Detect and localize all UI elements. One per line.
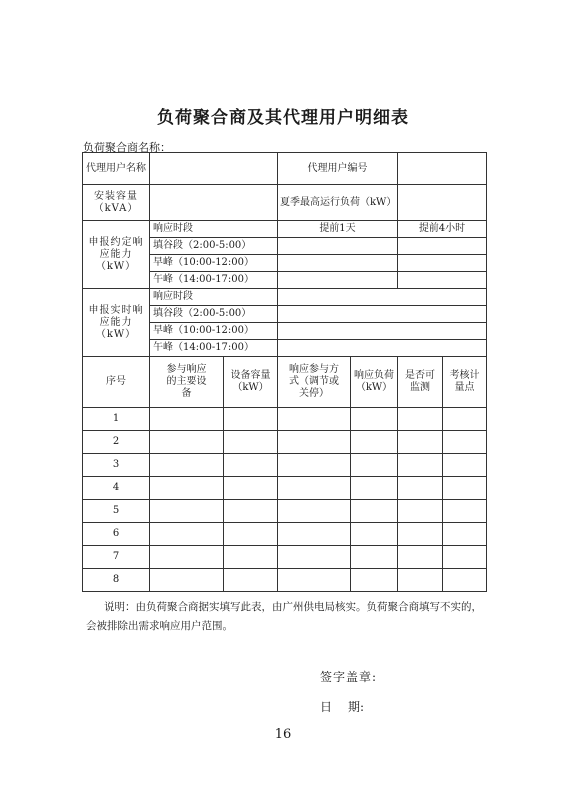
row-index: 8 [83,569,150,592]
row-index: 7 [83,546,150,569]
cell-mode[interactable] [278,546,351,569]
cell-load[interactable] [351,454,398,477]
realtime-morning-value[interactable] [278,323,487,340]
cell-metering[interactable] [443,546,487,569]
contract-morning-4h[interactable] [398,255,487,272]
cell-device[interactable] [150,569,224,592]
cell-device[interactable] [150,431,224,454]
col-header-index: 序号 [83,357,150,408]
table-row [83,546,487,569]
cell-load[interactable] [351,523,398,546]
advance-4h-header: 提前4小时 [398,221,487,238]
aggregator-name-label: 负荷聚合商名称： [83,141,171,154]
table-row [83,408,487,431]
cell-mode[interactable] [278,408,351,431]
row-index: 6 [83,523,150,546]
cell-capacity[interactable] [224,523,278,546]
detail-form-table [82,152,487,592]
signature-label: 签字盖章: [320,670,378,684]
contract-period-header: 响应时段 [150,221,278,238]
capacity-label: 安装容量（kVA） [83,185,150,221]
cell-mode[interactable] [278,523,351,546]
table-row [83,500,487,523]
table-row [83,569,487,592]
cell-load[interactable] [351,546,398,569]
cell-load[interactable] [351,569,398,592]
contract-period-valley: 填谷段（2:00-5:00） [150,238,278,255]
contract-valley-1day[interactable] [278,238,398,255]
cell-load[interactable] [351,477,398,500]
cell-monitor[interactable] [398,431,443,454]
agent-user-id-value[interactable] [398,153,487,185]
agent-user-name-value[interactable] [150,153,278,185]
cell-mode[interactable] [278,454,351,477]
row-index: 2 [83,431,150,454]
contract-block-label: 申报约定响应能力（kW） [83,221,150,289]
advance-1day-header: 提前1天 [278,221,398,238]
cell-capacity[interactable] [224,454,278,477]
realtime-valley-value[interactable] [278,306,487,323]
cell-capacity[interactable] [224,408,278,431]
cell-mode[interactable] [278,431,351,454]
contract-noon-1day[interactable] [278,272,398,289]
cell-metering[interactable] [443,454,487,477]
cell-capacity[interactable] [224,500,278,523]
table-row [83,523,487,546]
table-row [83,454,487,477]
realtime-period-header: 响应时段 [150,289,278,306]
cell-device[interactable] [150,546,224,569]
realtime-noon-value[interactable] [278,340,487,357]
page-number: 16 [274,727,292,742]
date-label [320,698,364,715]
realtime-period-morning: 早峰（10:00-12:00） [150,323,278,340]
cell-mode[interactable] [278,569,351,592]
date-label-char1: 日 [320,700,333,714]
contract-period-noon: 午峰（14:00-17:00） [150,272,278,289]
cell-metering[interactable] [443,431,487,454]
cell-mode[interactable] [278,500,351,523]
cell-monitor[interactable] [398,500,443,523]
summer-peak-value[interactable] [398,185,487,221]
agent-user-name-label: 代理用户名称 [83,153,150,185]
col-header-capacity: 设备容量（kW） [224,357,278,408]
col-header-mode: 响应参与方式（调节或关停） [278,357,351,408]
cell-load[interactable] [351,408,398,431]
contract-valley-4h[interactable] [398,238,487,255]
contract-morning-1day[interactable] [278,255,398,272]
cell-capacity[interactable] [224,477,278,500]
contract-noon-4h[interactable] [398,272,487,289]
capacity-value[interactable] [150,185,278,221]
cell-monitor[interactable] [398,546,443,569]
col-header-device: 参与响应的主要设备 [150,357,224,408]
cell-metering[interactable] [443,523,487,546]
cell-capacity[interactable] [224,569,278,592]
table-row [83,477,487,500]
row-index: 1 [83,408,150,431]
col-header-load: 响应负荷（kW） [351,357,398,408]
cell-monitor[interactable] [398,523,443,546]
realtime-period-noon: 午峰（14:00-17:00） [150,340,278,357]
cell-capacity[interactable] [224,546,278,569]
cell-device[interactable] [150,454,224,477]
cell-device[interactable] [150,500,224,523]
cell-device[interactable] [150,523,224,546]
cell-metering[interactable] [443,408,487,431]
cell-monitor[interactable] [398,454,443,477]
realtime-block-label: 申报实时响应能力（kW） [83,289,150,357]
realtime-header-value[interactable] [278,289,487,306]
cell-capacity[interactable] [224,431,278,454]
cell-device[interactable] [150,477,224,500]
col-header-monitor: 是否可监测 [398,357,443,408]
note-text: 说明：由负荷聚合商据实填写此表，由广州供电局核实。负荷聚合商填写不实的，会被排除出需求响应用户范围。 [86,601,482,632]
row-index: 4 [83,477,150,500]
cell-mode[interactable] [278,477,351,500]
realtime-period-valley: 填谷段（2:00-5:00） [150,306,278,323]
cell-monitor[interactable] [398,408,443,431]
summer-peak-label: 夏季最高运行负荷（kW） [278,185,398,221]
row-index: 5 [83,500,150,523]
col-header-metering: 考核计量点 [443,357,487,408]
contract-period-morning: 早峰（10:00-12:00） [150,255,278,272]
agent-user-id-label: 代理用户编号 [278,153,398,185]
page-title: 负荷聚合商及其代理用户明细表 [157,108,409,128]
cell-device[interactable] [150,408,224,431]
cell-monitor[interactable] [398,477,443,500]
cell-metering[interactable] [443,500,487,523]
table-row [83,431,487,454]
cell-load[interactable] [351,431,398,454]
cell-metering[interactable] [443,477,487,500]
row-index: 3 [83,454,150,477]
cell-metering[interactable] [443,569,487,592]
cell-load[interactable] [351,500,398,523]
date-label-char2: 期: [348,700,365,714]
cell-monitor[interactable] [398,569,443,592]
